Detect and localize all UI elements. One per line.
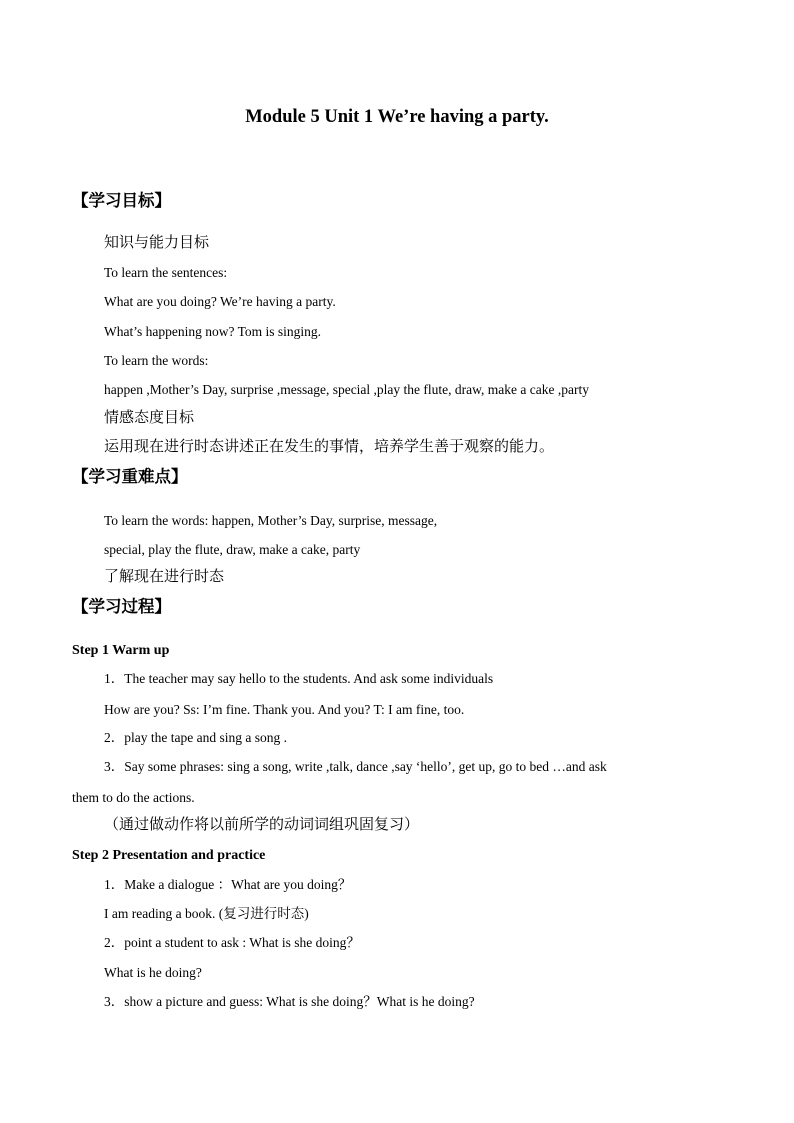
key-point-line: To learn the words: happen, Mother’s Day, surprise, message, bbox=[104, 513, 438, 528]
step-1-item: How are you? Ss: I’m fine. Thank you. And you? T: I am fine, too. bbox=[104, 702, 465, 717]
section-heading-objectives: 【学习目标】 bbox=[72, 191, 171, 210]
step-1-item: 2．play the tape and sing a song . bbox=[104, 730, 287, 745]
step-2-item: 1．Make a dialogue ：What are you doing？ bbox=[104, 877, 352, 892]
objective-subheading-attitude: 情感态度目标 bbox=[104, 408, 195, 426]
section-heading-key-points: 【学习重难点】 bbox=[72, 467, 188, 486]
step-1-item: 3．Say some phrases: sing a song, write ,talk, dance ,say ‘hello’, get up, go to bed …and ask bbox=[104, 759, 607, 774]
objective-line: What’s happening now? Tom is singing. bbox=[104, 324, 322, 339]
objective-line: What are you doing? We’re having a party. bbox=[104, 294, 336, 309]
section-heading-process: 【学习过程】 bbox=[72, 597, 171, 616]
step-2-title: Step 2 Presentation and practice bbox=[72, 848, 266, 863]
objective-subheading-knowledge: 知识与能力目标 bbox=[104, 233, 210, 251]
step-2-item: What is he doing? bbox=[104, 965, 202, 980]
objective-line: To learn the words: bbox=[104, 353, 209, 368]
page-title: Module 5 Unit 1 We’re having a party. bbox=[245, 107, 549, 127]
step-1-note: （通过做动作将以前所学的动词词组巩固复习） bbox=[104, 815, 420, 833]
step-1-item: 1．The teacher may say hello to the students. And ask some individuals bbox=[104, 671, 494, 686]
step-2-item: I am reading a book. (复习进行时态) bbox=[104, 906, 309, 921]
step-1-item: them to do the actions. bbox=[72, 790, 195, 805]
objective-line: happen ,Mother’s Day, surprise ,message, special ,play the flute, draw, make a cake ,party bbox=[104, 382, 589, 397]
key-point-line: 了解现在进行时态 bbox=[104, 567, 225, 585]
step-1-title: Step 1 Warm up bbox=[72, 643, 170, 658]
objective-attitude-text: 运用现在进行时态讲述正在发生的事情，培养学生善于观察的能力。 bbox=[104, 437, 555, 455]
step-2-item: 2．point a student to ask : What is she doing？ bbox=[104, 935, 360, 950]
step-2-item: 3．show a picture and guess: What is she doing？What is he doing? bbox=[104, 994, 475, 1009]
key-point-line: special, play the flute, draw, make a cake, party bbox=[104, 542, 361, 557]
objective-line: To learn the sentences: bbox=[104, 265, 228, 280]
